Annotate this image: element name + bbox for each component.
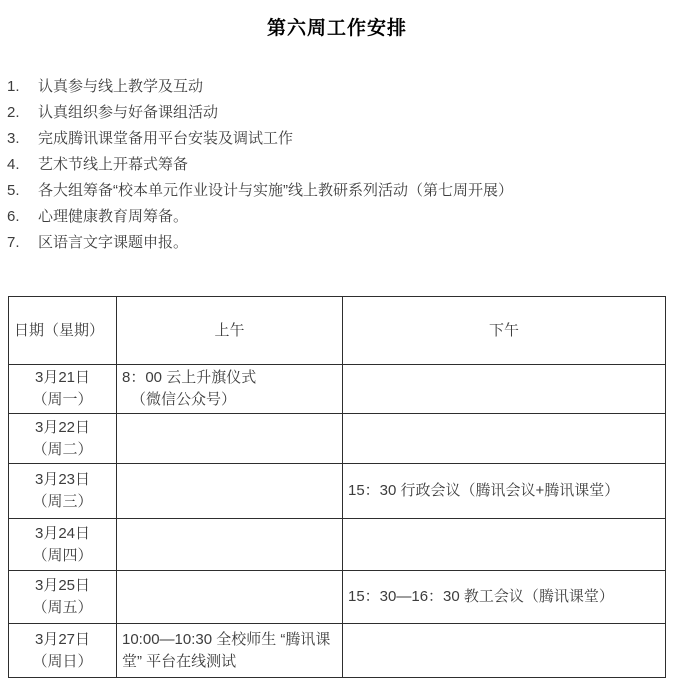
date-line: 3月23日 xyxy=(34,471,91,488)
header-cell-afternoon: 下午 xyxy=(343,297,666,365)
date-cell xyxy=(9,519,117,571)
task-item-number: 5. xyxy=(7,182,20,199)
afternoon-cell xyxy=(343,519,666,571)
afternoon-cell xyxy=(343,624,666,678)
morning-cell xyxy=(117,414,343,464)
weekday-line: （周四） xyxy=(32,546,93,564)
morning-line: 8：00 云上升旗仪式 xyxy=(122,369,257,386)
afternoon-cell: 15：30 行政会议（腾讯会议+腾讯课堂） xyxy=(343,464,666,519)
task-item-number: 3. xyxy=(7,130,20,147)
date-cell xyxy=(9,624,117,678)
table-row xyxy=(9,464,666,519)
table-row xyxy=(9,414,666,464)
morning-cell xyxy=(117,519,343,571)
task-item xyxy=(7,178,674,204)
task-item-number: 4. xyxy=(7,156,20,173)
table-row xyxy=(9,571,666,624)
task-item-text: 心理健康教育周筹备。 xyxy=(38,208,189,225)
task-item-text: 完成腾讯课堂备用平台安装及调试工作 xyxy=(38,130,294,147)
date-line: 3月25日 xyxy=(34,577,91,594)
weekday-line: （周二） xyxy=(32,440,93,458)
task-item xyxy=(7,100,674,126)
task-item-text: 艺术节线上开幕式筹备 xyxy=(38,156,189,173)
date-line: 3月27日 xyxy=(34,630,91,648)
morning-line: （微信公众号） xyxy=(131,391,237,408)
task-item xyxy=(7,204,674,230)
date-cell xyxy=(9,464,117,519)
table-row xyxy=(9,624,666,678)
weekday-line: （周日） xyxy=(32,652,93,670)
task-item-number: 7. xyxy=(7,234,20,251)
date-cell xyxy=(9,365,117,414)
task-list xyxy=(7,74,674,256)
task-item-text: 认真参与线上教学及互动 xyxy=(38,78,204,95)
afternoon-cell: 15：30—16：30 教工会议（腾讯课堂） xyxy=(343,571,666,624)
morning-cell xyxy=(117,365,343,414)
task-item xyxy=(7,152,674,178)
task-item-text: 区语言文字课题申报。 xyxy=(38,234,189,251)
date-line: 3月22日 xyxy=(34,418,91,436)
task-item xyxy=(7,74,674,100)
header-cell-morning: 上午 xyxy=(117,297,343,365)
date-cell xyxy=(9,414,117,464)
task-item-number: 2. xyxy=(7,104,20,121)
weekday-line: （周三） xyxy=(32,493,93,510)
task-item-text: 各大组筹备“校本单元作业设计与实施”线上教研系列活动（第七周开展） xyxy=(38,182,513,199)
task-item xyxy=(7,126,674,152)
schedule-table xyxy=(8,296,666,678)
date-cell xyxy=(9,571,117,624)
task-item-number: 1. xyxy=(7,78,20,95)
date-line: 3月24日 xyxy=(34,524,91,542)
page-title: 第六周工作安排 xyxy=(266,18,407,39)
header-cell-date: 日期（星期） xyxy=(9,297,117,365)
task-item-text: 认真组织参与好备课组活动 xyxy=(38,104,219,121)
weekday-line: （周五） xyxy=(32,599,93,616)
date-line: 3月21日 xyxy=(34,369,91,386)
weekday-line: （周一） xyxy=(32,391,93,408)
task-item xyxy=(7,230,674,256)
afternoon-cell xyxy=(343,365,666,414)
afternoon-cell xyxy=(343,414,666,464)
morning-cell: 10:00—10:30 全校师生 “腾讯课堂” 平台在线测试 xyxy=(117,624,343,678)
table-header-row xyxy=(9,297,666,365)
table-row xyxy=(9,365,666,414)
table-row xyxy=(9,519,666,571)
morning-cell xyxy=(117,464,343,519)
task-item-number: 6. xyxy=(7,208,20,225)
morning-cell xyxy=(117,571,343,624)
